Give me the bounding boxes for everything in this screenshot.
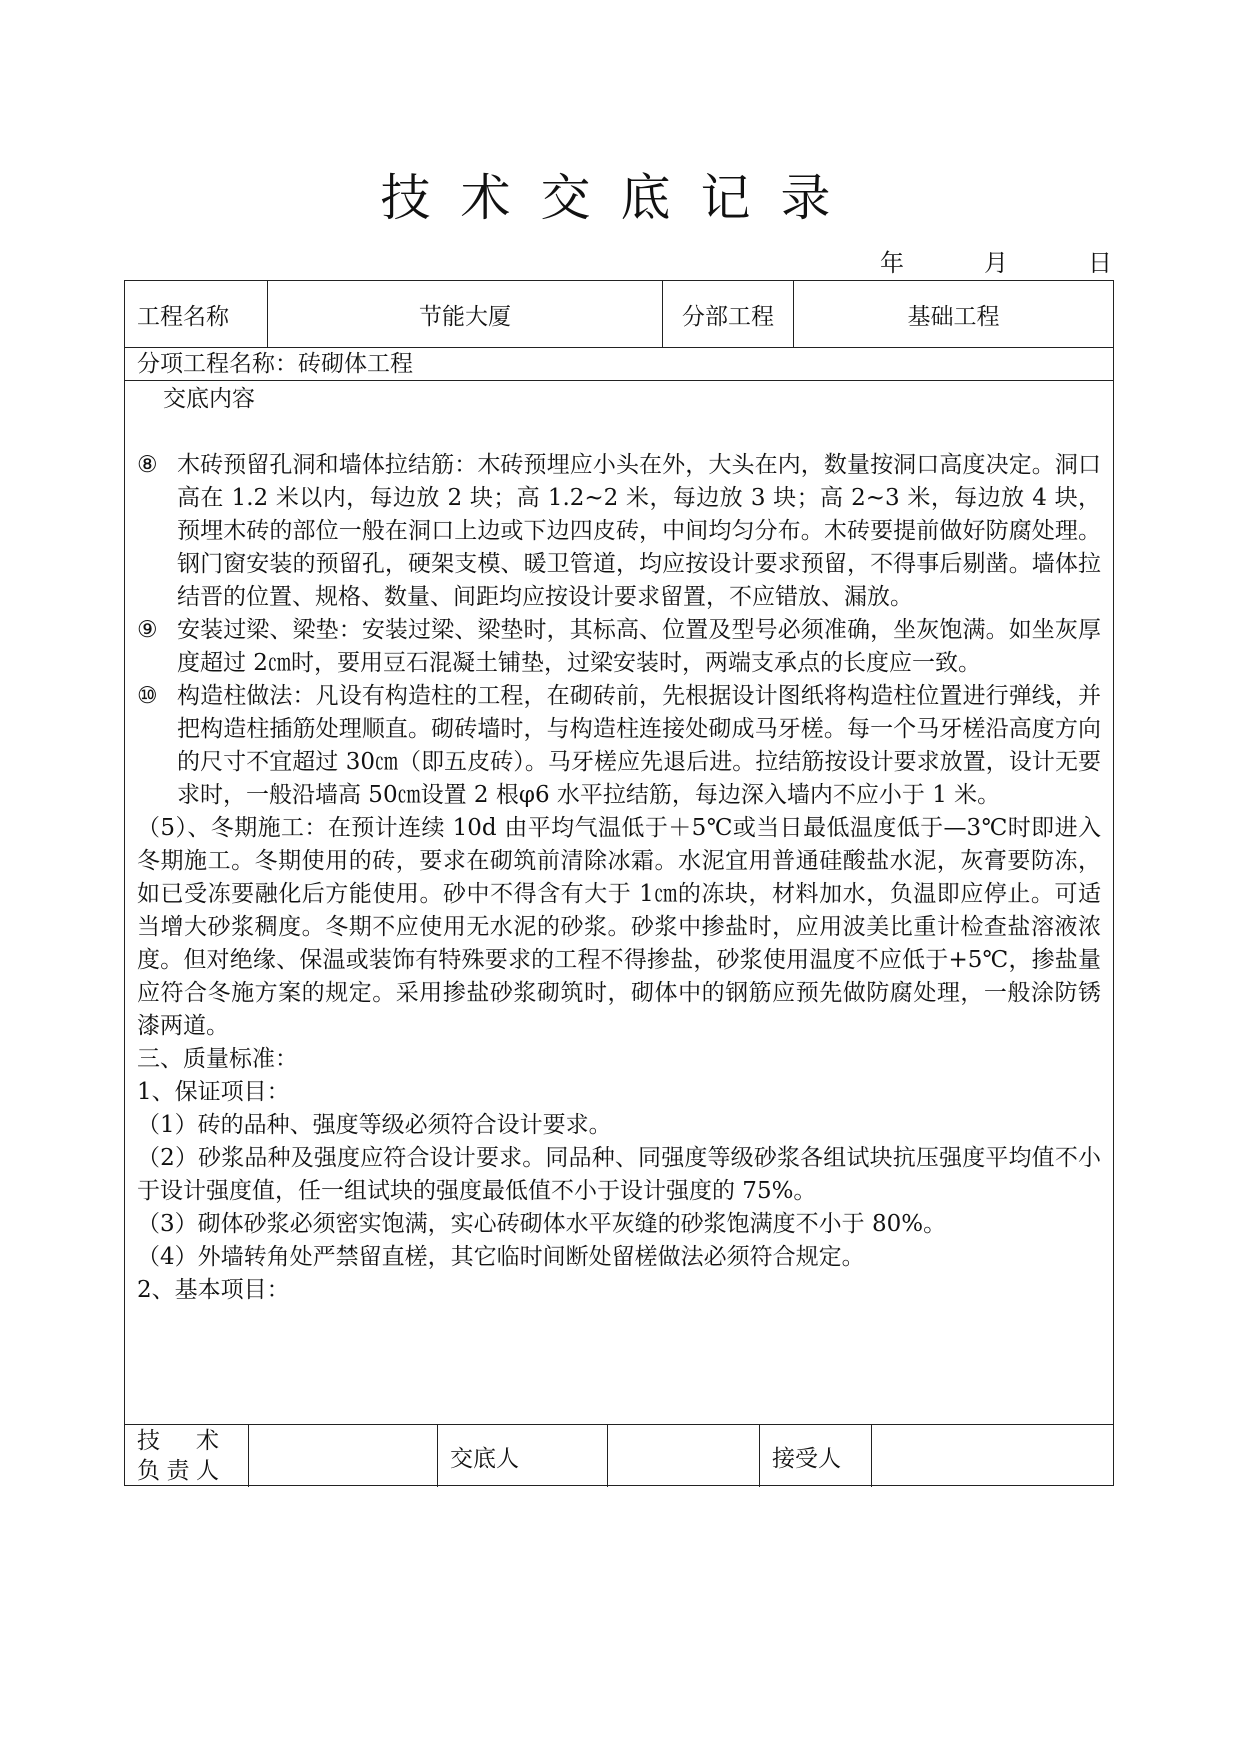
item-number: ⑨ (137, 617, 158, 643)
guarantee-item: （4）外墙转角处严禁留直槎，其它临时间断处留槎做法必须符合规定。 (137, 1244, 865, 1270)
date-year-label: 年 (880, 249, 904, 277)
label-char: 负 (137, 1458, 160, 1484)
label-char: 术 (196, 1428, 219, 1454)
label-char: 人 (196, 1458, 219, 1484)
receiver-label: 接受人 (760, 1425, 872, 1487)
quality-heading: 三、质量标准： (137, 1046, 298, 1072)
item-number: ⑩ (137, 683, 158, 709)
blank-line (137, 416, 1101, 449)
tech-lead-label-line2 (137, 1456, 219, 1486)
guarantee-item: （3）砌体砂浆必须密实饱满，实心砖砌体水平灰缝的砂浆饱满度不小于 80%。 (137, 1211, 947, 1237)
tech-lead-signature-field[interactable] (249, 1425, 438, 1487)
item-number: ⑧ (137, 452, 158, 478)
tech-lead-label-line1 (137, 1426, 219, 1456)
date-line (880, 248, 1112, 278)
list-item (137, 614, 1101, 680)
division-label: 分部工程 (663, 281, 794, 347)
record-table (124, 280, 1114, 1486)
list-item (137, 449, 1101, 614)
label-char: 技 (137, 1428, 160, 1454)
tech-lead-label (125, 1425, 249, 1487)
project-name-value: 节能大厦 (268, 281, 663, 347)
header-row (125, 281, 1113, 348)
content-area (125, 381, 1113, 1424)
division-value: 基础工程 (907, 303, 1000, 330)
item-text: 构造柱做法：凡设有构造柱的工程，在砌砖前，先根据设计图纸将构造柱位置进行弹线，并把构造柱插筋处理顺直。砌砖墙时，与构造柱连接处砌成马牙槎。每一个马牙槎沿高度方向的尺寸不宜超过 30㎝（即五皮砖）。马牙槎应先退后进。拉结筋按设计要求放置，设计无要求时，一般沿墙高 50㎝设置 2 根φ6 水平拉结筋，每边深入墙内不应小于 1 米。 (177, 683, 1101, 808)
signature-row (125, 1424, 1113, 1487)
receiver-signature-field[interactable] (872, 1425, 1113, 1487)
item-text: 木砖预留孔洞和墙体拉结筋：木砖预埋应小头在外，大头在内，数量按洞口高度决定。洞口高在 1.2 米以内，每边放 2 块；高 1.2~2 米，每边放 3 块；高 2~3 米，每边放 4 块，预埋木砖的部位一般在洞口上边或下边四皮砖，中间均匀分布。木砖要提前做好防腐处理。钢门窗安装的预留孔，硬架支模、暖卫管道，均应按设计要求预留，不得事后剔凿。墙体拉结晋的位置、规格、数量、间距均应按设计要求留置，不应错放、漏放。 (177, 452, 1101, 610)
presenter-signature-field[interactable] (608, 1425, 760, 1487)
document-title: 技术交底记录 (380, 169, 861, 227)
date-day-label: 日 (1088, 249, 1112, 277)
guarantee-heading: 1、保证项目： (137, 1079, 290, 1105)
date-month-label: 月 (984, 249, 1008, 277)
winter-construction-paragraph: （5）、冬期施工：在预计连续 10d 由平均气温低于＋5℃或当日最低温度低于—3℃时即进入冬期施工。冬期使用的砖，要求在砌筑前清除冰霜。水泥宜用普通硅酸盐水泥，灰膏要防冻，如已受冻要融化后方能使用。砂中不得含有大于 1㎝的冻块，材料加水，负温即应停止。可适当增大砂浆稠度。冬期不应使用无水泥的砂浆。砂浆中掺盐时，应用波美比重计检查盐溶液浓度。但对绝缘、保温或装饰有特殊要求的工程不得掺盐，砂浆使用温度不应低于+5℃，掺盐量应符合冬施方案的规定。采用掺盐砂浆砌筑时，砌体中的钢筋应预先做防腐处理，一般涂防锈漆两道。 (137, 815, 1101, 1039)
basic-heading: 2、基本项目： (137, 1277, 290, 1303)
subitem-name: 分项工程名称：砖砌体工程 (125, 348, 1113, 381)
guarantee-item: （2）砂浆品种及强度应符合设计要求。同品种、同强度等级砂浆各组试块抗压强度平均值不小于设计强度值，任一组试块的强度最低值不小于设计强度的 75%。 (137, 1145, 1101, 1204)
item-text: 安装过梁、梁垫：安装过梁、梁垫时，其标高、位置及型号必须准确，坐灰饱满。如坐灰厚度超过 2㎝时，要用豆石混凝土铺垫，过梁安装时，两端支承点的长度应一致。 (177, 617, 1101, 676)
label-char: 责 (166, 1458, 190, 1484)
guarantee-item: （1）砖的品种、强度等级必须符合设计要求。 (137, 1112, 612, 1138)
content-heading: 交底内容 (163, 386, 255, 412)
list-item (137, 680, 1101, 812)
presenter-label: 交底人 (438, 1425, 608, 1487)
project-name-label: 工程名称 (125, 281, 268, 347)
